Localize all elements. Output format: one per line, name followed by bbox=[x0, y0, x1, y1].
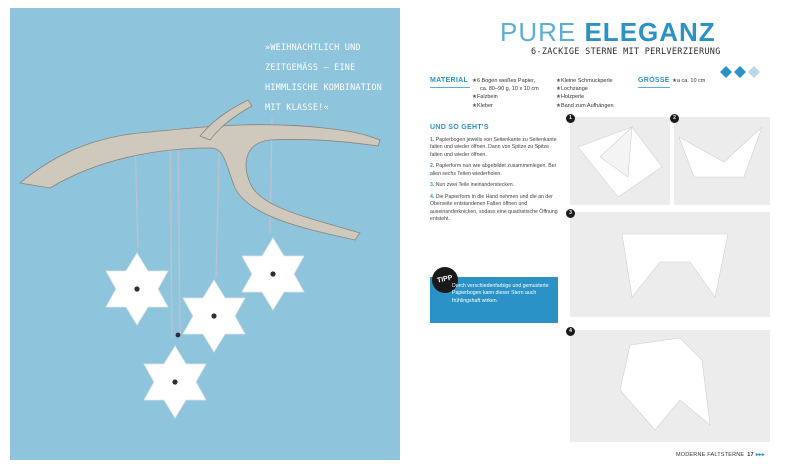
folded-paper-illustration bbox=[570, 117, 670, 205]
step-number-badge: 1 bbox=[566, 114, 575, 123]
step-item: 4. Die Papierform in die Hand nehmen und die an der Oberseite entstandenen Falten öffnen und auseinanderknicken, sodass eine quadratische Öffnung entsteht. bbox=[430, 194, 558, 223]
step-photo-3 bbox=[570, 212, 770, 317]
step-item: 1. Papierbogen jeweils von Seitenkante zu Seitenkante falten und wieder öffnen. Dann von Spitze zu Spitze falten und wieder öffnen. bbox=[430, 137, 557, 158]
material-item: ★ Falzbein bbox=[472, 93, 552, 101]
material-list-1 bbox=[472, 77, 552, 110]
page-subtitle: 6-ZACKIGE STERNE MIT PERLVERZIERUNG bbox=[531, 47, 721, 57]
groesse-underline bbox=[638, 87, 670, 88]
material-item: ★ Lochzange bbox=[556, 85, 636, 93]
folded-paper-illustration bbox=[570, 212, 770, 317]
footer-section: MODERNE FALTSTERNE bbox=[676, 452, 745, 458]
tipp-text: Durch verschiedenfarbige und gemusterte Papierbogen kann dieser Stern auch frühlingshaft wirken. bbox=[452, 283, 549, 304]
material-item: ★ Band zum Aufhängen bbox=[556, 102, 636, 110]
material-label: MATERIAL bbox=[430, 77, 469, 84]
steps-heading: UND SO GEHT'S bbox=[430, 124, 489, 131]
step-photo-2 bbox=[674, 117, 770, 205]
step-item: 3. Nun zwei Teile ineinanderstecken. bbox=[430, 182, 515, 189]
material-item: ★ Holzperle bbox=[556, 93, 636, 101]
folded-paper-illustration bbox=[570, 330, 770, 442]
material-item: ca. 80–90 g, 10 x 10 cm bbox=[480, 86, 539, 93]
step-item: 2. Papierform nun wie abgebildet zusammenlegen. Bei allen sechs Teilen wiederholen. bbox=[430, 163, 556, 177]
step-number-badge: 3 bbox=[566, 209, 575, 218]
steps-list bbox=[430, 137, 558, 228]
step-number-badge: 2 bbox=[670, 114, 679, 123]
material-item: ★ Kleber bbox=[472, 102, 552, 110]
title-bold: ELEGANZ bbox=[584, 17, 716, 47]
tipp-badge: TIPP bbox=[430, 265, 461, 296]
page-number: 17 bbox=[747, 452, 754, 458]
step-number-badge: 4 bbox=[566, 327, 575, 336]
groesse-value bbox=[672, 77, 732, 85]
pull-quote: »WEIHNACHTLICH UND ZEITGEMÄSS – EINE HIMMLISCHE KOMBINATION MIT KLASSE!« bbox=[265, 43, 382, 113]
page-footer bbox=[676, 452, 765, 458]
title-light: PURE bbox=[500, 17, 585, 47]
groesse-label: GRÖSSE bbox=[638, 77, 670, 84]
step-photo-4 bbox=[570, 330, 770, 442]
material-item: ★ 6 Bogen weißes Papier, bbox=[472, 77, 552, 85]
hero-photo bbox=[10, 8, 400, 460]
folded-paper-illustration bbox=[674, 117, 770, 205]
material-list-2 bbox=[556, 77, 636, 110]
material-underline bbox=[430, 87, 470, 88]
next-arrows-icon: ▸▸▸ bbox=[755, 452, 765, 458]
groesse-item: ★ a ca. 10 cm bbox=[672, 77, 732, 85]
material-item: ★ Kleine Schmuckperle bbox=[556, 77, 636, 85]
page-title bbox=[500, 17, 716, 48]
step-photo-1 bbox=[570, 117, 670, 205]
